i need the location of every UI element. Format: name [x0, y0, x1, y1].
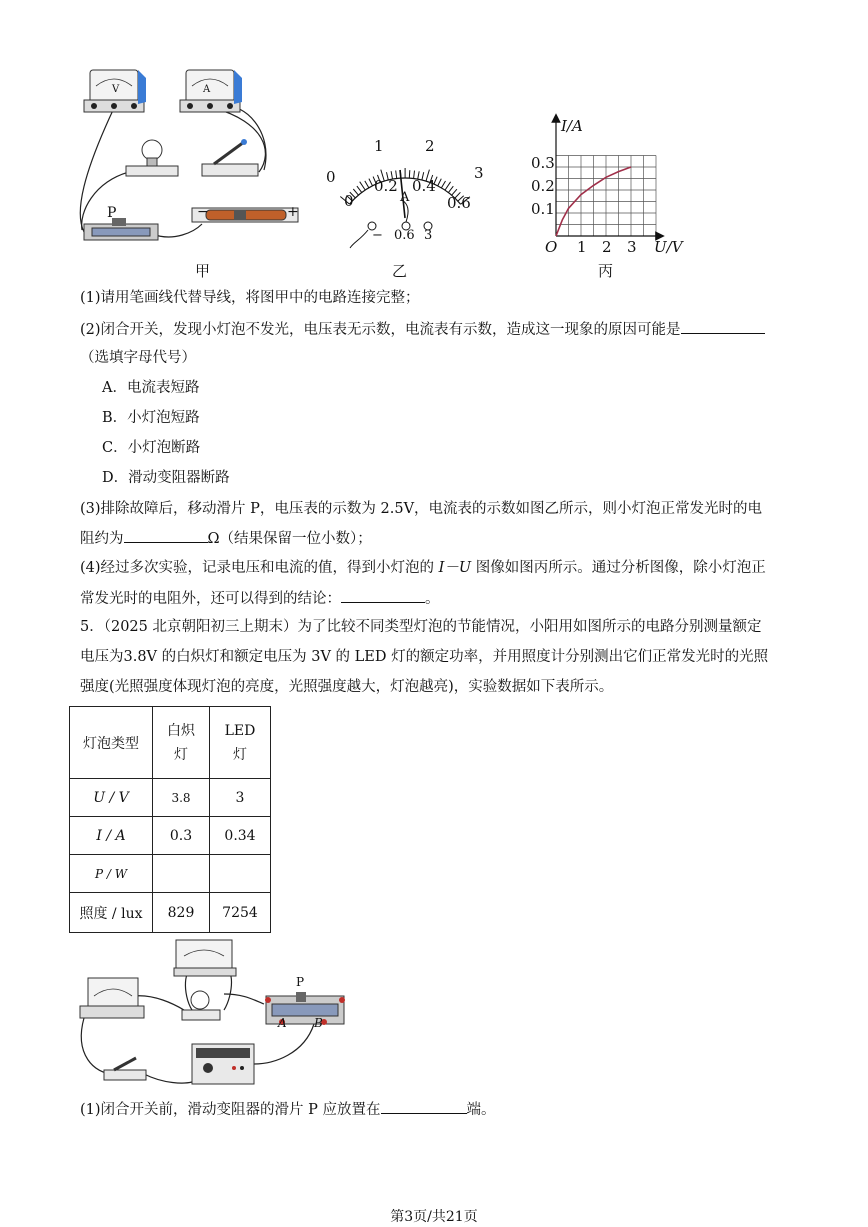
dial-tick — [360, 182, 366, 190]
dial-tick — [441, 181, 445, 188]
header-lamp-type: 灯泡类型 — [70, 707, 153, 779]
graph-y-tick-03: 0.3 — [531, 154, 555, 172]
graph-grid — [556, 156, 656, 237]
table-row — [70, 779, 271, 817]
dial-bottom-02: 0.2 — [374, 177, 398, 195]
question-4-line2-post: 。 — [425, 591, 440, 607]
data-table — [69, 706, 271, 933]
battery-positive-label: + — [287, 204, 299, 220]
problem-5-question-1 — [80, 1098, 496, 1120]
problem5-end-a: A — [278, 1016, 287, 1030]
ammeter-device — [180, 70, 242, 112]
cell: 7254 — [210, 893, 271, 933]
question-4-post: 图像如图丙所示。通过分析图像，除小灯泡正 — [471, 560, 766, 576]
graph-y-tick-01: 0.1 — [531, 200, 555, 218]
dial-bottom-0: 0 — [344, 192, 354, 210]
header-led: LED 灯 — [210, 707, 271, 779]
option-b: B．小灯泡短路 — [102, 410, 200, 426]
battery-negative-label: − — [197, 204, 209, 220]
dial-top-3: 3 — [474, 164, 484, 182]
question-4-variable: I－U — [438, 560, 472, 576]
dial-tick — [448, 186, 453, 192]
question-3-line1: (3)排除故障后，移动滑片 P，电压表的示数为 2.5V，电流表的示数如图乙所示，则小灯泡正常发光时的电 — [80, 501, 763, 517]
figure-bing-label: 丙 — [598, 262, 614, 280]
option-a: A．电流表短路 — [102, 380, 200, 396]
row-label: I / A — [70, 817, 153, 855]
problem-5-line1: 5．（2025 北京朝阳初三上期末）为了比较不同类型灯泡的节能情况，小阳用如图所示的电路分别测量额定 — [80, 619, 762, 635]
dial-tick — [409, 170, 410, 178]
cell: 829 — [153, 893, 210, 933]
row-label: 照度 / lux — [70, 893, 153, 933]
cell: 0.3 — [153, 817, 210, 855]
header-incandescent: 白炽 灯 — [153, 707, 210, 779]
question-4-pre: (4)经过多次实验，记录电压和电流的值，得到小灯泡的 — [80, 560, 439, 576]
question-1: (1)请用笔画线代替导线，将图甲中的电路连接完整； — [80, 290, 420, 306]
table-row — [70, 893, 271, 933]
dial-top-1: 1 — [374, 137, 384, 155]
table-row — [70, 855, 271, 893]
problem-5-line3: 强度(光照强度体现灯泡的亮度，光照强度越大，灯泡越亮)，实验数据如下表所示。 — [80, 679, 614, 695]
dial-tick — [445, 182, 451, 190]
voltmeter-letter: V — [112, 84, 120, 95]
lamp-device-2 — [182, 991, 220, 1020]
figure-jia-circuit — [74, 62, 304, 262]
switch-device — [202, 139, 258, 176]
answer-blank-q4[interactable] — [341, 587, 425, 603]
answer-blank-q3[interactable] — [124, 527, 208, 543]
rheostat-device — [84, 218, 158, 240]
graph-origin-label: O — [545, 238, 558, 256]
answer-blank-q2[interactable] — [681, 318, 765, 334]
terminal-3: 3 — [424, 228, 433, 243]
dial-tick — [357, 186, 362, 192]
cell[interactable] — [210, 855, 271, 893]
switch-device-2 — [104, 1058, 146, 1080]
dial-unit: A — [400, 190, 410, 205]
question-4-line1 — [80, 558, 766, 578]
question-3-line2 — [80, 527, 372, 549]
answer-blank-p5-q1[interactable] — [381, 1098, 467, 1114]
graph-y-tick-02: 0.2 — [531, 177, 555, 195]
table-row — [70, 817, 271, 855]
option-d: D．滑动变阻器断路 — [102, 470, 230, 486]
question-3-pre: 阻约为 — [80, 531, 124, 547]
rheostat-slider-label: P — [107, 205, 117, 221]
problem5-end-b: B — [314, 1016, 323, 1030]
dial-bottom-04: 0.4 — [412, 177, 436, 195]
option-c: C．小灯泡断路 — [102, 440, 201, 456]
power-supply-device — [192, 1044, 254, 1084]
graph-x-axis-label: U/V — [654, 238, 683, 256]
graph-x-tick-2: 2 — [602, 238, 612, 256]
rheostat-device-2 — [265, 992, 345, 1025]
cell: 0.34 — [210, 817, 271, 855]
question-2-text: (2)闭合开关，发现小灯泡不发光，电压表无示数，电流表有示数，造成这一现象的原因可能是 — [80, 322, 681, 338]
question-2 — [80, 318, 765, 340]
dial-top-0: 0 — [326, 168, 336, 186]
graph-y-axis-label: I/A — [561, 117, 583, 135]
question-2-note: （选填字母代号） — [80, 350, 196, 366]
ammeter-device-2 — [80, 978, 144, 1018]
dial-tick — [369, 179, 373, 186]
dial-tick — [353, 189, 358, 195]
terminal-negative: − — [372, 228, 383, 243]
problem-5-q1-pre: (1)闭合开关前，滑动变阻器的滑片 P 应放置在 — [80, 1102, 381, 1118]
dial-bottom-06: 0.6 — [447, 194, 471, 212]
dial-tick — [365, 181, 369, 188]
dial-top-2: 2 — [425, 137, 435, 155]
question-4-line2 — [80, 587, 440, 609]
problem-5-q1-post: 端。 — [466, 1102, 496, 1118]
graph-x-tick-3: 3 — [627, 238, 637, 256]
graph-x-tick-1: 1 — [577, 238, 587, 256]
terminal-06: 0.6 — [394, 228, 415, 243]
ammeter-letter: A — [203, 84, 211, 95]
cell: 3 — [210, 779, 271, 817]
problem5-slider-label: P — [296, 975, 305, 989]
problem-5-line2: 电压为3.8V 的白炽灯和额定电压为 3V 的 LED 灯的额定功率，并用照度计分别测出它们正常发光时的光照 — [80, 649, 769, 665]
cell: 3.8 — [153, 779, 210, 817]
page-footer: 第3页/共21页 — [390, 1209, 478, 1225]
dial-tick — [438, 179, 442, 186]
row-label: P / W — [70, 855, 153, 893]
figure-jia-label: 甲 — [195, 262, 211, 280]
figure-yi-label: 乙 — [392, 262, 408, 280]
row-label: U / V — [70, 779, 153, 817]
bulb-device — [126, 140, 178, 176]
question-4-line2-pre: 常发光时的电阻外，还可以得到的结论： — [80, 591, 341, 607]
question-3-post: Ω（结果保留一位小数）； — [207, 531, 372, 547]
figure-problem5-circuit — [74, 934, 364, 1094]
voltmeter-device-2 — [174, 940, 236, 976]
cell[interactable] — [153, 855, 210, 893]
